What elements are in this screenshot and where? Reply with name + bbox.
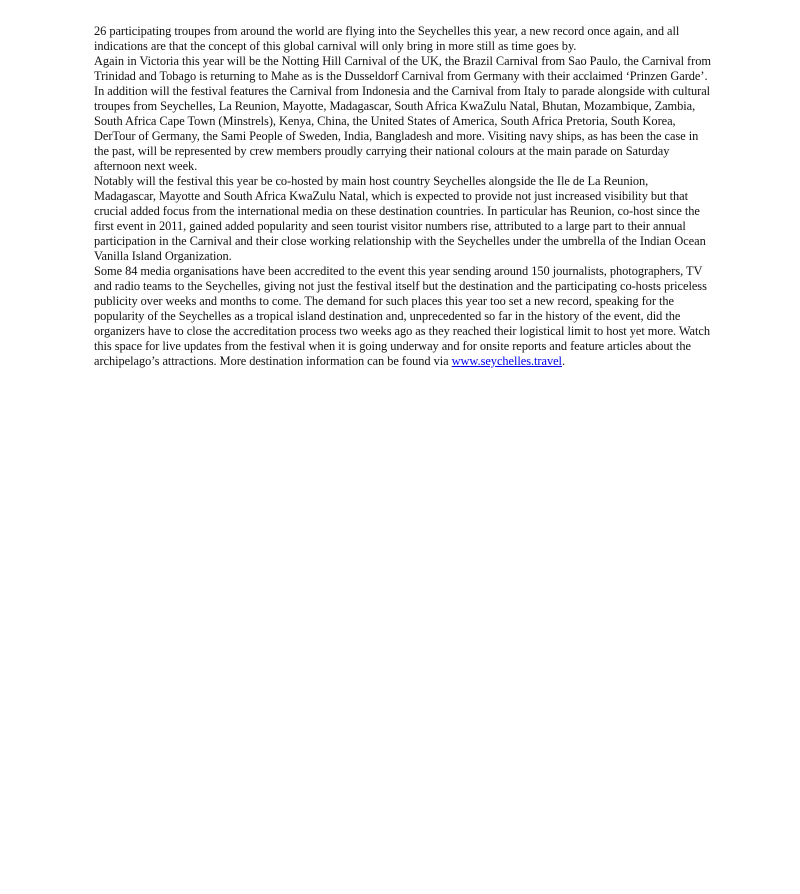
paragraph-participants: Again in Victoria this year will be the Notting Hill Carnival of the UK, the Brazil Carnival from Sao Paulo, the Carnival from Trinidad and Tobago is returning to Mahe as is the Dusseldorf Carnival from Germany with their acclaimed ‘Prinzen Garde’. In addition will the festival features the Carnival from Indonesia and the Carnival from Italy to parade alongside with cultural troupes from Seychelles, La Reunion, Mayotte, Madagascar, South Africa KwaZulu Natal, Bhutan, Mozambique, Zambia, South Africa Cape Town (Minstrels), Kenya, China, the United States of America, South Africa Pretoria, South Korea, DerTour of Germany, the Sami People of Sweden, India, Bangladesh and more. Visiting navy ships, as has been the case in the past, will be represented by crew members proudly carrying their national colours at the main parade on Saturday afternoon next week. bbox=[94, 54, 711, 173]
document-body bbox=[94, 24, 712, 369]
paragraph-media bbox=[94, 264, 712, 369]
paragraph-media-trailing: . bbox=[561, 354, 566, 368]
seychelles-travel-link[interactable]: www.seychelles.travel bbox=[451, 354, 562, 368]
paragraph-troupes: 26 participating troupes from around the world are flying into the Seychelles this year, a new record once again, and all indications are that the concept of this global carnival will only bring in more still as time goes by. bbox=[94, 24, 680, 53]
paragraph-media-text: Some 84 media organisations have been accredited to the event this year sending around 150 journalists, photographers, TV and radio teams to the Seychelles, giving not just the festival itself but the destination and the participating co-hosts priceless publicity over weeks and months to come. The demand for such places this year too set a new record, speaking for the popularity of the Seychelles as a tropical island destination and, unprecedented so far in the history of the event, did the organizers have to close the accreditation process two weeks ago as they reached their logistical limit to host yet more. Watch this space for live updates from the festival when it is going underway and for onsite reports and feature articles about the archipelago’s attractions. More destination information can be found via bbox=[94, 264, 710, 368]
paragraph-co-hosts: Notably will the festival this year be co-hosted by main host country Seychelles alongside the Ile de La Reunion, Madagascar, Mayotte and South Africa KwaZulu Natal, which is expected to provide not just increased visibility but that crucial added focus from the international media on these destination countries. In particular has Reunion, co-host since the first event in 2011, gained added popularity and seen tourist visitor numbers rise, attributed to a large part to their annual participation in the Carnival and their close working relationship with the Seychelles under the umbrella of the Indian Ocean Vanilla Island Organization. bbox=[94, 174, 706, 263]
